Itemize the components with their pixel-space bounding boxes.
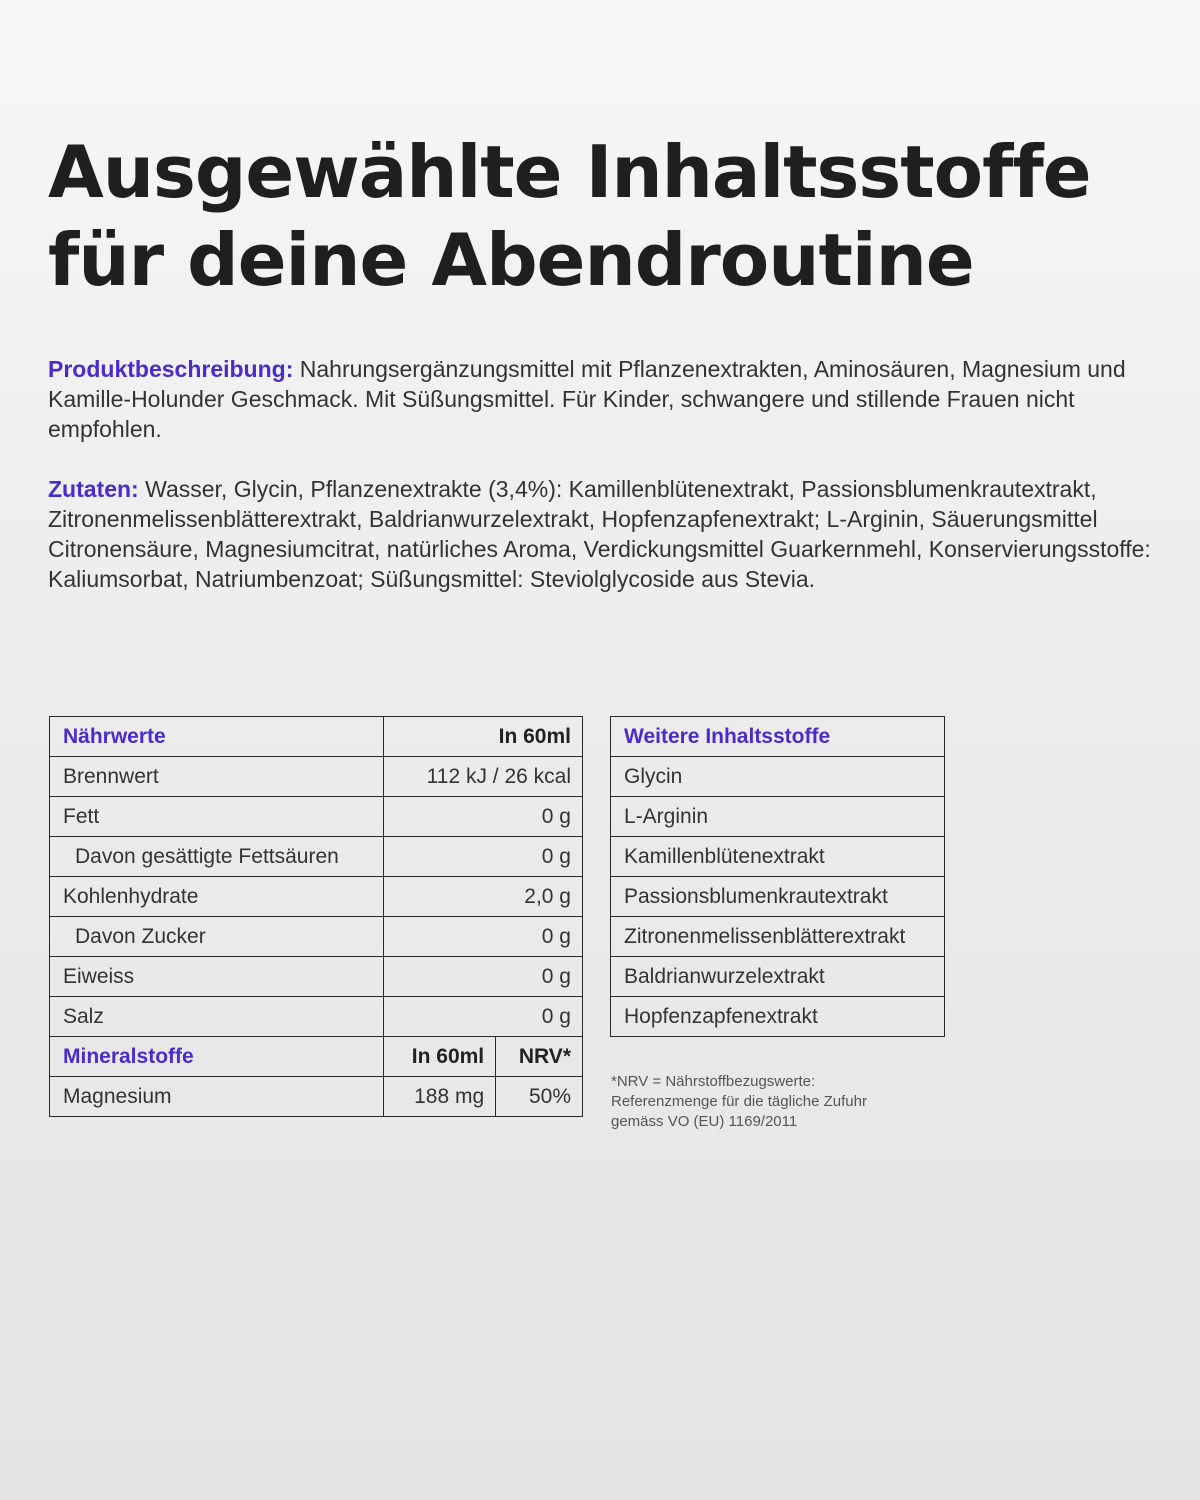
title-line-2: für deine Abendroutine	[48, 218, 974, 302]
nutrient-name: Eiweiss	[50, 957, 384, 997]
further-item: Glycin	[611, 757, 945, 797]
table-row	[50, 1077, 583, 1117]
table-row	[611, 797, 945, 837]
title-line-1: Ausgewählte Inhaltsstoffe	[48, 130, 1091, 214]
table-row	[50, 957, 583, 997]
nutrient-value: 0 g	[384, 837, 583, 877]
nutrient-name: Davon gesättigte Fettsäuren	[50, 837, 384, 877]
nutrient-value: 0 g	[384, 797, 583, 837]
minerals-header-row	[50, 1037, 583, 1077]
minerals-header-nrv: NRV*	[496, 1037, 583, 1077]
nutrient-name: Brennwert	[50, 757, 384, 797]
mineral-name: Magnesium	[50, 1077, 384, 1117]
nutrition-header-row	[50, 717, 583, 757]
table-row	[611, 837, 945, 877]
further-item: L-Arginin	[611, 797, 945, 837]
nutrient-value: 2,0 g	[384, 877, 583, 917]
nutrient-value: 0 g	[384, 997, 583, 1037]
table-row	[50, 837, 583, 877]
nutrient-name: Salz	[50, 997, 384, 1037]
table-row	[611, 997, 945, 1037]
further-item: Hopfenzapfenextrakt	[611, 997, 945, 1037]
page-title	[48, 128, 1091, 304]
nutrition-table	[49, 716, 583, 1117]
table-row	[50, 997, 583, 1037]
further-item: Kamillenblütenextrakt	[611, 837, 945, 877]
table-row	[50, 877, 583, 917]
nutrient-value: 112 kJ / 26 kcal	[384, 757, 583, 797]
nutrient-value: 0 g	[384, 957, 583, 997]
product-description	[48, 354, 1158, 444]
further-header-row	[611, 717, 945, 757]
nutrition-header-per: In 60ml	[384, 717, 583, 757]
ingredients-label: Zutaten:	[48, 476, 139, 502]
product-description-label: Produktbeschreibung:	[48, 356, 294, 382]
minerals-header-label: Mineralstoffe	[50, 1037, 384, 1077]
nutrient-value: 0 g	[384, 917, 583, 957]
further-item: Passionsblumenkrautextrakt	[611, 877, 945, 917]
mineral-value: 188 mg	[384, 1077, 496, 1117]
table-row	[611, 957, 945, 997]
further-item: Zitronenmelissenblätterextrakt	[611, 917, 945, 957]
footnote-line: Referenzmenge für die tägliche Zufuhr	[611, 1093, 867, 1110]
further-header-label: Weitere Inhaltsstoffe	[611, 717, 945, 757]
nutrient-name: Davon Zucker	[50, 917, 384, 957]
ingredients-text: Wasser, Glycin, Pflanzenextrakte (3,4%): Kamillenblütenextrakt, Passionsblumenkrautextrakt, Zitronenmelissenblätterextrakt, Baldrianwurzelextrakt, Hopfenzapfenextrakt; L-Arginin, Säuerungsmittel Citronensäure, Magnesiumcitrat, natürliches Aroma, Verdickungsmittel Guarkernmehl, Konservierungsstoffe: Kaliumsorbat, Natriumbenzoat; Süßungsmittel: Steviolglycoside aus Stevia.	[48, 476, 1151, 592]
table-row	[611, 917, 945, 957]
minerals-header-per: In 60ml	[384, 1037, 496, 1077]
table-row	[611, 877, 945, 917]
table-row	[50, 797, 583, 837]
product-description-text: Nahrungsergänzungsmittel mit Pflanzenextrakten, Aminosäuren, Magnesium und Kamille-Holunder Geschmack. Mit Süßungsmittel. Für Kinder, schwangere und stillende Frauen nicht empfohlen.	[48, 356, 1126, 442]
ingredients-paragraph	[48, 474, 1158, 594]
nutrition-header-label: Nährwerte	[50, 717, 384, 757]
table-row	[50, 917, 583, 957]
nutrient-name: Fett	[50, 797, 384, 837]
further-ingredients-table	[610, 716, 945, 1037]
mineral-nrv: 50%	[496, 1077, 583, 1117]
further-item: Baldrianwurzelextrakt	[611, 957, 945, 997]
table-row	[611, 757, 945, 797]
nrv-footnote	[611, 1072, 931, 1132]
nutrient-name: Kohlenhydrate	[50, 877, 384, 917]
table-row	[50, 757, 583, 797]
footnote-line: *NRV = Nährstoffbezugswerte:	[611, 1073, 816, 1090]
footnote-line: gemäss VO (EU) 1169/2011	[611, 1113, 798, 1130]
